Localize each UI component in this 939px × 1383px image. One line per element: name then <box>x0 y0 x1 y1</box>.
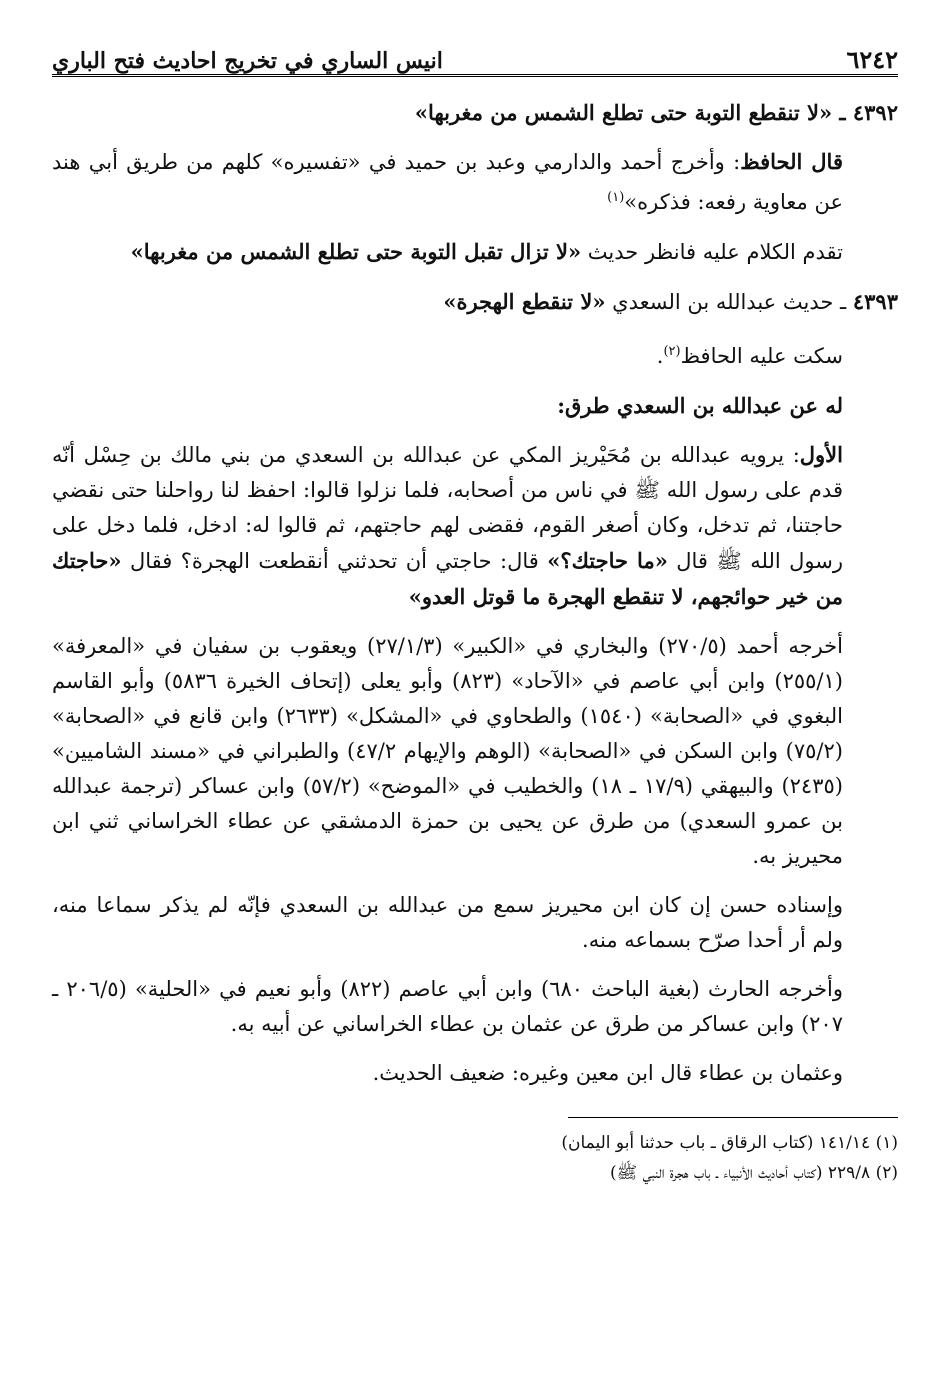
footnote-2 <box>52 1158 898 1188</box>
silent-end: . <box>656 344 664 368</box>
hafiz-paragraph <box>52 144 898 220</box>
first-route-text-2: قال: حاجتي أن تحدثني أنقطعت الهجرة؟ فقال <box>121 549 548 573</box>
routes-heading: له عن عبدالله بن السعدي طرق: <box>557 393 843 418</box>
silent-text: سكت عليه الحافظ <box>680 344 843 368</box>
first-route-question: «ما حاجتك؟» <box>547 548 668 573</box>
entry-number: ٤٣٩٣ <box>852 289 898 314</box>
hadith-title: «لا تنقطع الهجرة» <box>443 289 606 314</box>
footnote-number: (٢) <box>875 1163 898 1183</box>
first-route-paragraph <box>52 437 898 615</box>
book-page <box>52 30 898 1188</box>
footnote-ref-1[interactable]: (١) <box>607 190 625 205</box>
page-number: ٦٢٤٢ <box>846 45 898 74</box>
reference-hadith: «لا تزال تقبل التوبة حتى تطلع الشمس من مغربها» <box>130 239 582 264</box>
running-title: انيس الساري في تخريج احاديث فتح الباري <box>52 48 443 74</box>
hadith-title: «لا تنقطع التوبة حتى تطلع الشمس من مغربها» <box>414 100 833 125</box>
hafiz-text: : وأخرج أحمد والدارمي وعبد بن حميد في «تفسيره» كلهم من طريق أبي هند عن معاوية رفعه: فذكره» <box>52 150 843 214</box>
entry-dash: ـ <box>832 100 853 125</box>
reference-paragraph <box>52 234 898 270</box>
entry-4392-title <box>52 95 898 130</box>
footnote-ref-2[interactable]: (٢) <box>663 344 681 359</box>
footnote-1 <box>52 1128 898 1158</box>
page-header <box>52 30 898 77</box>
first-route-text: : يرويه عبدالله بن مُحَيْريز المكي عن عبدالله بن السعدي من بني مالك بن حِسْل أنّه قدم على رسول الله ﷺ في ناس من أصحابه، فلما نزلوا قالوا: احفظ لنا رواحلنا حتى نقضي حاجتنا، ثم تدخل، وكان أصغر القوم، فقضى لهم حاجتهم، ثم قالوا له: ادخل، فلما دخل على رسول الله ﷺ قال <box>52 443 843 573</box>
reference-text: تقدم الكلام عليه فانظر حديث <box>581 240 843 264</box>
hadith-title-plain: حديث عبدالله بن السعدي <box>605 290 834 314</box>
entry-number: ٤٣٩٢ <box>852 100 898 125</box>
first-route-answer: «حاجتك من خير حوائجهم، لا تنقطع الهجرة ما قوتل العدو» <box>52 548 843 609</box>
isnad-paragraph: وإسناده حسن إن كان ابن محيريز سمع من عبدالله بن السعدي فإنّه لم يذكر سماعا منه، ولم أر أحدا صرّح بسماعه منه. <box>52 893 844 952</box>
takhrij-paragraph: أخرجه أحمد (٢٧٠/٥) والبخاري في «الكبير» (٢٧/١/٣) ويعقوب بن سفيان في «المعرفة» (٢٥٥/١) وابن أبي عاصم في «الآحاد» (٨٢٣) وأبو يعلى (إتحاف الخيرة ٥٨٣٦) وأبو القاسم البغوي في «الصحابة» (١٥٤٠) والطحاوي في «المشكل» (٢٦٣٣) وابن قانع في «الصحابة» (٧٥/٢) وابن السكن في «الصحابة» (الوهم والإيهام ٤٧/٢) والطبراني في «مسند الشاميين» (٢٤٣٥) والبيهقي (١٧/٩ ـ ١٨) والخطيب في «الموضح» (٥٧/٢) وابن عساكر (ترجمة عبدالله بن عمرو السعدي) من طرق عن يحيى بن حمزة الدمشقي عن عطاء الخراساني ثني ابن محيريز به. <box>52 634 844 868</box>
footnote-separator <box>568 1117 898 1118</box>
footnote-text: ١٤١/١٤ (كتاب الرقاق ـ باب حدثنا أبو اليمان) <box>561 1133 871 1153</box>
uthman-paragraph: وعثمان بن عطاء قال ابن معين وغيره: ضعيف الحديث. <box>372 1061 843 1085</box>
entry-dash: ـ <box>833 290 853 314</box>
hafiz-label: قال الحافظ <box>740 149 843 174</box>
takhrij-2-paragraph: وأخرجه الحارث (بغية الباحث ٦٨٠) وابن أبي عاصم (٨٢٢) وأبو نعيم في «الحلية» (٢٠٦/٥ ـ ٢٠٧) وابن عساكر من طرق عن عثمان بن عطاء الخراساني عن أبيه به. <box>52 977 844 1036</box>
silent-paragraph <box>52 334 898 374</box>
footnote-number: (١) <box>875 1133 898 1153</box>
footnote-text: ٢٢٩/٨ (كتاب أحاديث الأنبياء ـ باب هجرة النبي ﷺ) <box>610 1163 871 1183</box>
first-route-label: الأول <box>799 442 843 467</box>
entry-4393-title <box>52 284 898 320</box>
